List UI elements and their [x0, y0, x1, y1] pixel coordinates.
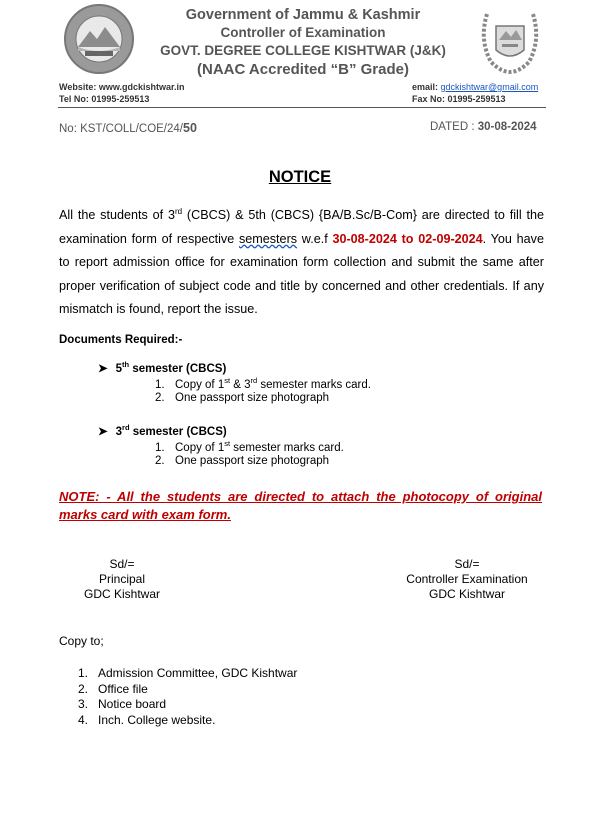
copy-to-list [78, 666, 297, 729]
signatory-title: Controller Examination [406, 572, 528, 586]
item-text: semester marks card. [257, 378, 371, 391]
item-text: Inch. College website. [98, 713, 216, 728]
para-text-3: w.e.f [297, 231, 333, 246]
date-value: 30-08-2024 [477, 121, 537, 133]
sd-mark: Sd/= [109, 557, 135, 571]
signatory-org: GDC Kishtwar [428, 587, 505, 601]
group-num: 5 [115, 362, 123, 375]
email-link[interactable]: gdckishtwar@gmail.com [440, 82, 539, 92]
group-label: semester (CBCS) [129, 425, 227, 438]
header-college: GOVT. DEGREE COLLEGE KISHTWAR (J&K) [160, 43, 446, 58]
item-no: 4. [78, 713, 89, 728]
signatory-org: GDC Kishtwar [83, 587, 160, 601]
list-item [78, 682, 297, 698]
item-sup: st [224, 439, 231, 448]
signature-controller [398, 557, 536, 602]
item-no: 1. [155, 378, 165, 391]
item-no: 2. [155, 392, 165, 404]
para-text-4: . You have to report admission office for examination form collection and submit the same after proper verification of subject code and title by concerned and other credentials. If any mismatch is found, report the issue. [59, 231, 544, 317]
item-text: One passport size photograph [175, 392, 330, 404]
list-item [78, 697, 297, 713]
sd-mark: Sd/= [454, 557, 480, 571]
item-text: Copy of 1 [175, 441, 225, 454]
item-text: Office file [98, 681, 148, 696]
item-no: 2. [155, 455, 165, 467]
list-item [78, 713, 297, 729]
reference-prefix: No: KST/COLL/COE/24/ [59, 123, 183, 135]
email-line [412, 82, 538, 92]
signature-principal [60, 557, 184, 602]
item-no: 2. [78, 681, 89, 696]
header-rule [58, 107, 546, 108]
item-text: Admission Committee, GDC Kishtwar [98, 666, 298, 680]
arrow-bullet-icon: ➤ [98, 425, 108, 438]
group-sup: rd [122, 423, 130, 432]
group-5th-heading [98, 360, 226, 375]
item-text: Copy of 1 [175, 378, 225, 391]
header-naac: (NAAC Accredited “B” Grade) [197, 61, 409, 78]
list-item [78, 666, 297, 682]
email-label: email: [412, 82, 439, 92]
notice-paragraph [59, 200, 544, 322]
item-text: Notice board [98, 697, 167, 712]
list-item [155, 392, 329, 404]
para-semesters: semesters [238, 231, 298, 246]
item-sup: rd [250, 376, 258, 385]
group-sup: th [122, 360, 130, 369]
group-3rd-heading [98, 423, 227, 438]
para-text-1: All the students of 3 [59, 208, 175, 223]
group-num: 3 [115, 425, 123, 438]
header-government: Government of Jammu & Kashmir [185, 7, 421, 23]
website: Website: www.gdckishtwar.in [59, 82, 185, 92]
item-no: 1. [155, 441, 165, 454]
item-sup: st [224, 376, 231, 385]
list-item [155, 439, 344, 454]
item-no: 1. [78, 666, 89, 680]
reference-number [59, 121, 197, 135]
header-controller: Controller of Examination [220, 25, 386, 40]
documents-heading: Documents Required:- [59, 334, 183, 346]
group-label: semester (CBCS) [129, 362, 227, 375]
item-text: semester marks card. [230, 441, 344, 454]
item-text: One passport size photograph [175, 455, 330, 467]
reference-id: 50 [183, 121, 197, 135]
notice-title: NOTICE [268, 168, 332, 186]
date-label: DATED : [430, 121, 478, 133]
telephone: Tel No: 01995-259513 [59, 94, 150, 104]
copy-to-label: Copy to; [59, 634, 104, 648]
item-no: 3. [78, 697, 89, 712]
arrow-bullet-icon: ➤ [98, 362, 108, 375]
para-text-2: (CBCS) & 5th (CBCS) {BA/B.Sc/B-Com} are directed to fill the examination form of respective [59, 208, 544, 246]
note-text: NOTE: - All the students are directed to attach the photocopy of original marks card with exam form. [59, 489, 542, 522]
signatory-title: Principal [98, 572, 146, 586]
fax: Fax No: 01995-259513 [412, 94, 506, 104]
list-item [155, 376, 371, 391]
dated [430, 121, 537, 133]
para-sup: rd [174, 207, 183, 216]
item-text: & 3 [230, 378, 251, 391]
list-item [155, 455, 329, 467]
exam-form-dates: 30-08-2024 to 02-09-2024 [332, 231, 483, 246]
